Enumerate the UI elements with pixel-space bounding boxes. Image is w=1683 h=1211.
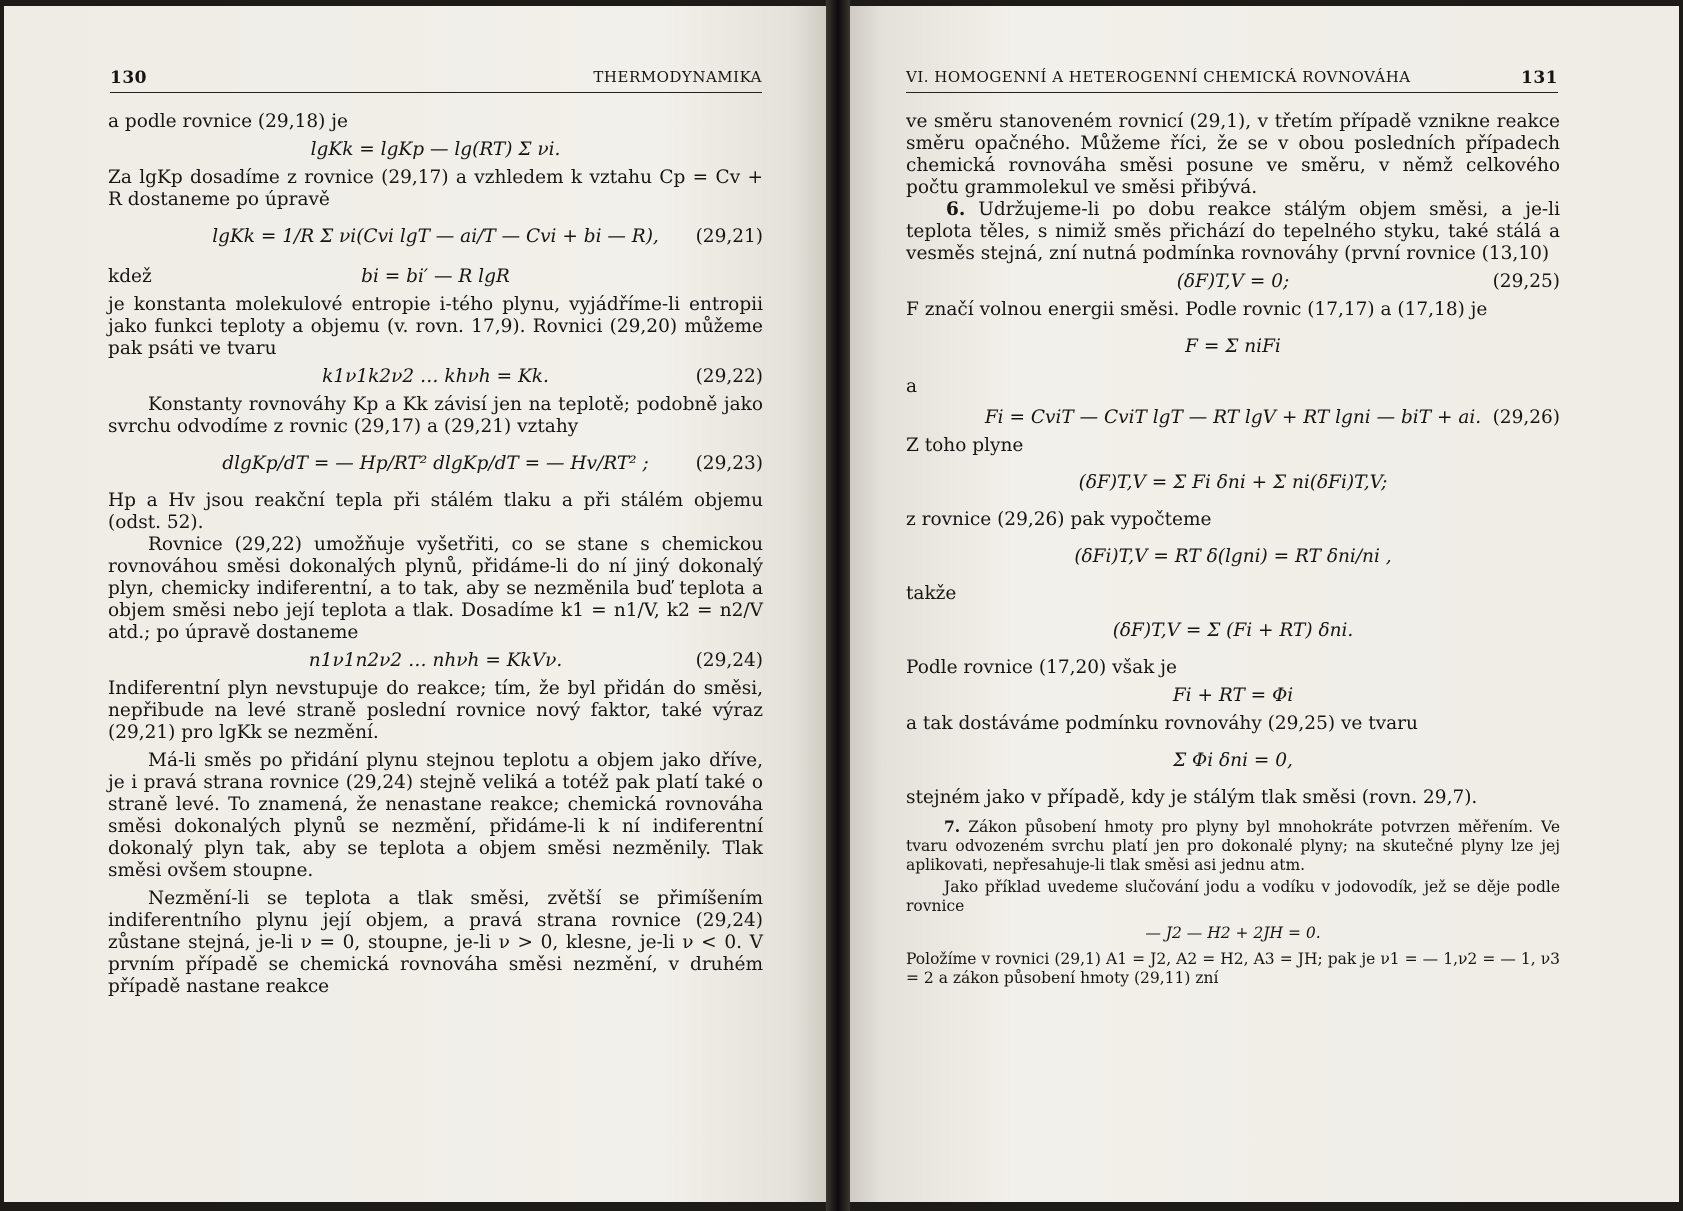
paragraph: 7. Zákon působení hmoty pro plyny byl mnohokráte potvrzen měřením. Ve tvaru odvozeném svrchu platí jen pro dokonalé plyny; na skutečné plyny lze jej aplikovati, nepřesahuje-li tlak směsi asi jednu atm. [906,817,1560,874]
paragraph: Jako příklad uvedeme slučování jodu a vodíku v jodovodík, jež se děje podle rovnice [906,878,1560,915]
paragraph: a tak dostáváme podmínku rovnováhy (29,25) ve tvaru [906,713,1418,734]
section-number: 7. [944,817,961,836]
paragraph: Z toho plyne [906,435,1024,456]
equation: — J2 — H2 + 2JH = 0. [1145,924,1321,942]
right-page [850,6,1679,1202]
equation-number: (29,24) [695,650,763,671]
paragraph: Hp a Hv jsou reakční tepla při stálém tlaku a při stálém objemu (odst. 52). [108,490,763,533]
paragraph: Indiferentní plyn nevstupuje do reakce; tím, že byl přidán do směsi, nepřibude na levé straně poslední rovnice nový faktor, také výraz (29,21) pro lgKk se nezmění. [108,678,763,743]
small-print-block [906,817,1560,988]
left-text-column [108,111,763,998]
equation: Σ Φi δni = 0, [1173,750,1293,771]
equation: Fi + RT = Φi [1172,685,1294,706]
paragraph: 6. Udržujeme-li po dobu reakce stálým objem směsi, a je-li teplota těles, s nimiž směs přichází do tepelného styku, také stálá a vesměs stejná, zní nutná podmínka rovnováhy (první rovnice (13,10) [906,199,1560,264]
equation: (δFi)T,V = RT δ(lgni) = RT δni/ni , [1074,546,1392,567]
equation: lgKk = lgKp — lg(RT) Σ νi. [310,139,561,160]
equation [906,373,1560,401]
paragraph: z rovnice (29,26) pak vypočteme [906,509,1212,530]
paragraph: a podle rovnice (29,18) je [108,111,348,132]
equation-number: (29,26) [1492,407,1560,428]
paragraph: Za lgKp dosadíme z rovnice (29,17) a vzhledem k vztahu Cp = Cv + R dostaneme po úpravě [108,167,763,210]
equation-number: (29,23) [695,453,763,474]
paragraph: je konstanta molekulové entropie i-tého plynu, vyjádříme-li entropii jako funkci teploty a objemu (v. rovn. 17,9). Rovnici (29,20) můžeme pak psáti ve tvaru [108,294,763,359]
right-text-column [906,111,1560,988]
equation: (δF)T,V = 0; (29,25) [906,268,1560,296]
right-running-header [906,68,1558,93]
paragraph: takže [906,583,957,604]
equation: n1ν1n2ν2 … nhνh = KkVν. (29,24) [108,647,763,675]
left-page-number: 130 [110,68,147,88]
paragraph: Položíme v rovnici (29,1) A1 = J2, A2 = H2, A3 = JH; pak je ν1 = — 1,ν2 = — 1, ν3 = 2 a zákon působení hmoty (29,11) zní [906,950,1560,987]
equation-number: (29,25) [1492,271,1560,292]
equation: F = Σ niFi [1185,336,1281,357]
lead-word: a [906,376,918,397]
equation: kdež bi = bi′ — R lgR [108,263,763,291]
paragraph: Konstanty rovnováhy Kp a Kk závisí jen na teplotě; podobně jako svrchu odvodíme z rovnic (29,17) a (29,21) vztahy [108,394,763,437]
equation: dlgKp/dT = — Hp/RT² dlgKp/dT = — Hv/RT² ; (29,23) [108,441,763,487]
section-number: 6. [946,199,966,220]
paragraph: Nezmění-li se teplota a tlak směsi, zvětší se přimíšením indiferentního plynu její objem, a pravá strana rovnice (29,24) zůstane stejná, je-li ν = 0, stoupne, je-li ν > 0, klesne, je-li ν < 0. V prvním případě se chemická rovnováha směsi nezmění, v druhém případě nastane reakce [108,888,763,997]
paragraph: Rovnice (29,22) umožňuje vyšetřiti, co se stane s chemickou rovnováhou směsi dokonalých plynů, přidáme-li do ní jiný dokonalý plyn, chemicky indiferentní, a to tak, aby se nezměnila buď teplota a objem směsi nebo její teplota a tlak. Dosadíme k1 = n1/V, k2 = n2/V atd.; po úpravě dostaneme [108,534,763,643]
equation: (δF)T,V = Σ Fi δni + Σ ni(δFi)T,V; [1078,472,1388,493]
right-page-number: 131 [1521,68,1558,88]
left-running-header [110,68,762,93]
paragraph: Má-li směs po přidání plynu stejnou teplotu a objem jako dříve, je i pravá strana rovnice (29,24) stejně veliká a totéž pak platí také o straně levé. To znamená, že nenastane reakce; chemická rovnováha směsi dokonalých plynů se nezmění, přidáme-li k ní indiferentní dokonalý plyn tak, aby se teplota a objem směsi nezměnily. Tlak směsi ovšem stoupne. [108,750,763,881]
paragraph: Podle rovnice (17,20) však je [906,657,1177,678]
left-page [4,6,826,1202]
equation: Fi = CviT — CviT lgT — RT lgV + RT lgni — biT + ai. (29,26) [906,404,1560,432]
paragraph: F značí volnou energii směsi. Podle rovnic (17,17) a (17,18) je [906,299,1488,320]
lead-word: kdež [108,266,152,287]
equation-number: (29,21) [695,226,763,247]
paragraph: stejném jako v případě, kdy je stálým tlak směsi (rovn. 29,7). [906,787,1478,808]
paragraph: ve směru stanoveném rovnicí (29,1), v třetím případě vznikne reakce směru opačného. Můžeme říci, že se v obou posledních případech chemická rovnováha směsi posune ve směru, v němž celkového počtu grammolekul ve směsi přibývá. [906,111,1560,198]
left-running-title: THERMODYNAMIKA [593,68,762,86]
equation: (δF)T,V = Σ (Fi + RT) δni. [1112,620,1354,641]
equation: k1ν1k2ν2 … khνh = Kk. (29,22) [108,363,763,391]
equation: lgKk = 1/R Σ νi(Cvi lgT — ai/T — Cvi + bi — R), (29,21) [108,214,763,260]
equation-number: (29,22) [695,366,763,387]
book-gutter [826,0,850,1211]
right-running-title: VI. HOMOGENNÍ A HETEROGENNÍ CHEMICKÁ ROVNOVÁHA [906,68,1411,86]
